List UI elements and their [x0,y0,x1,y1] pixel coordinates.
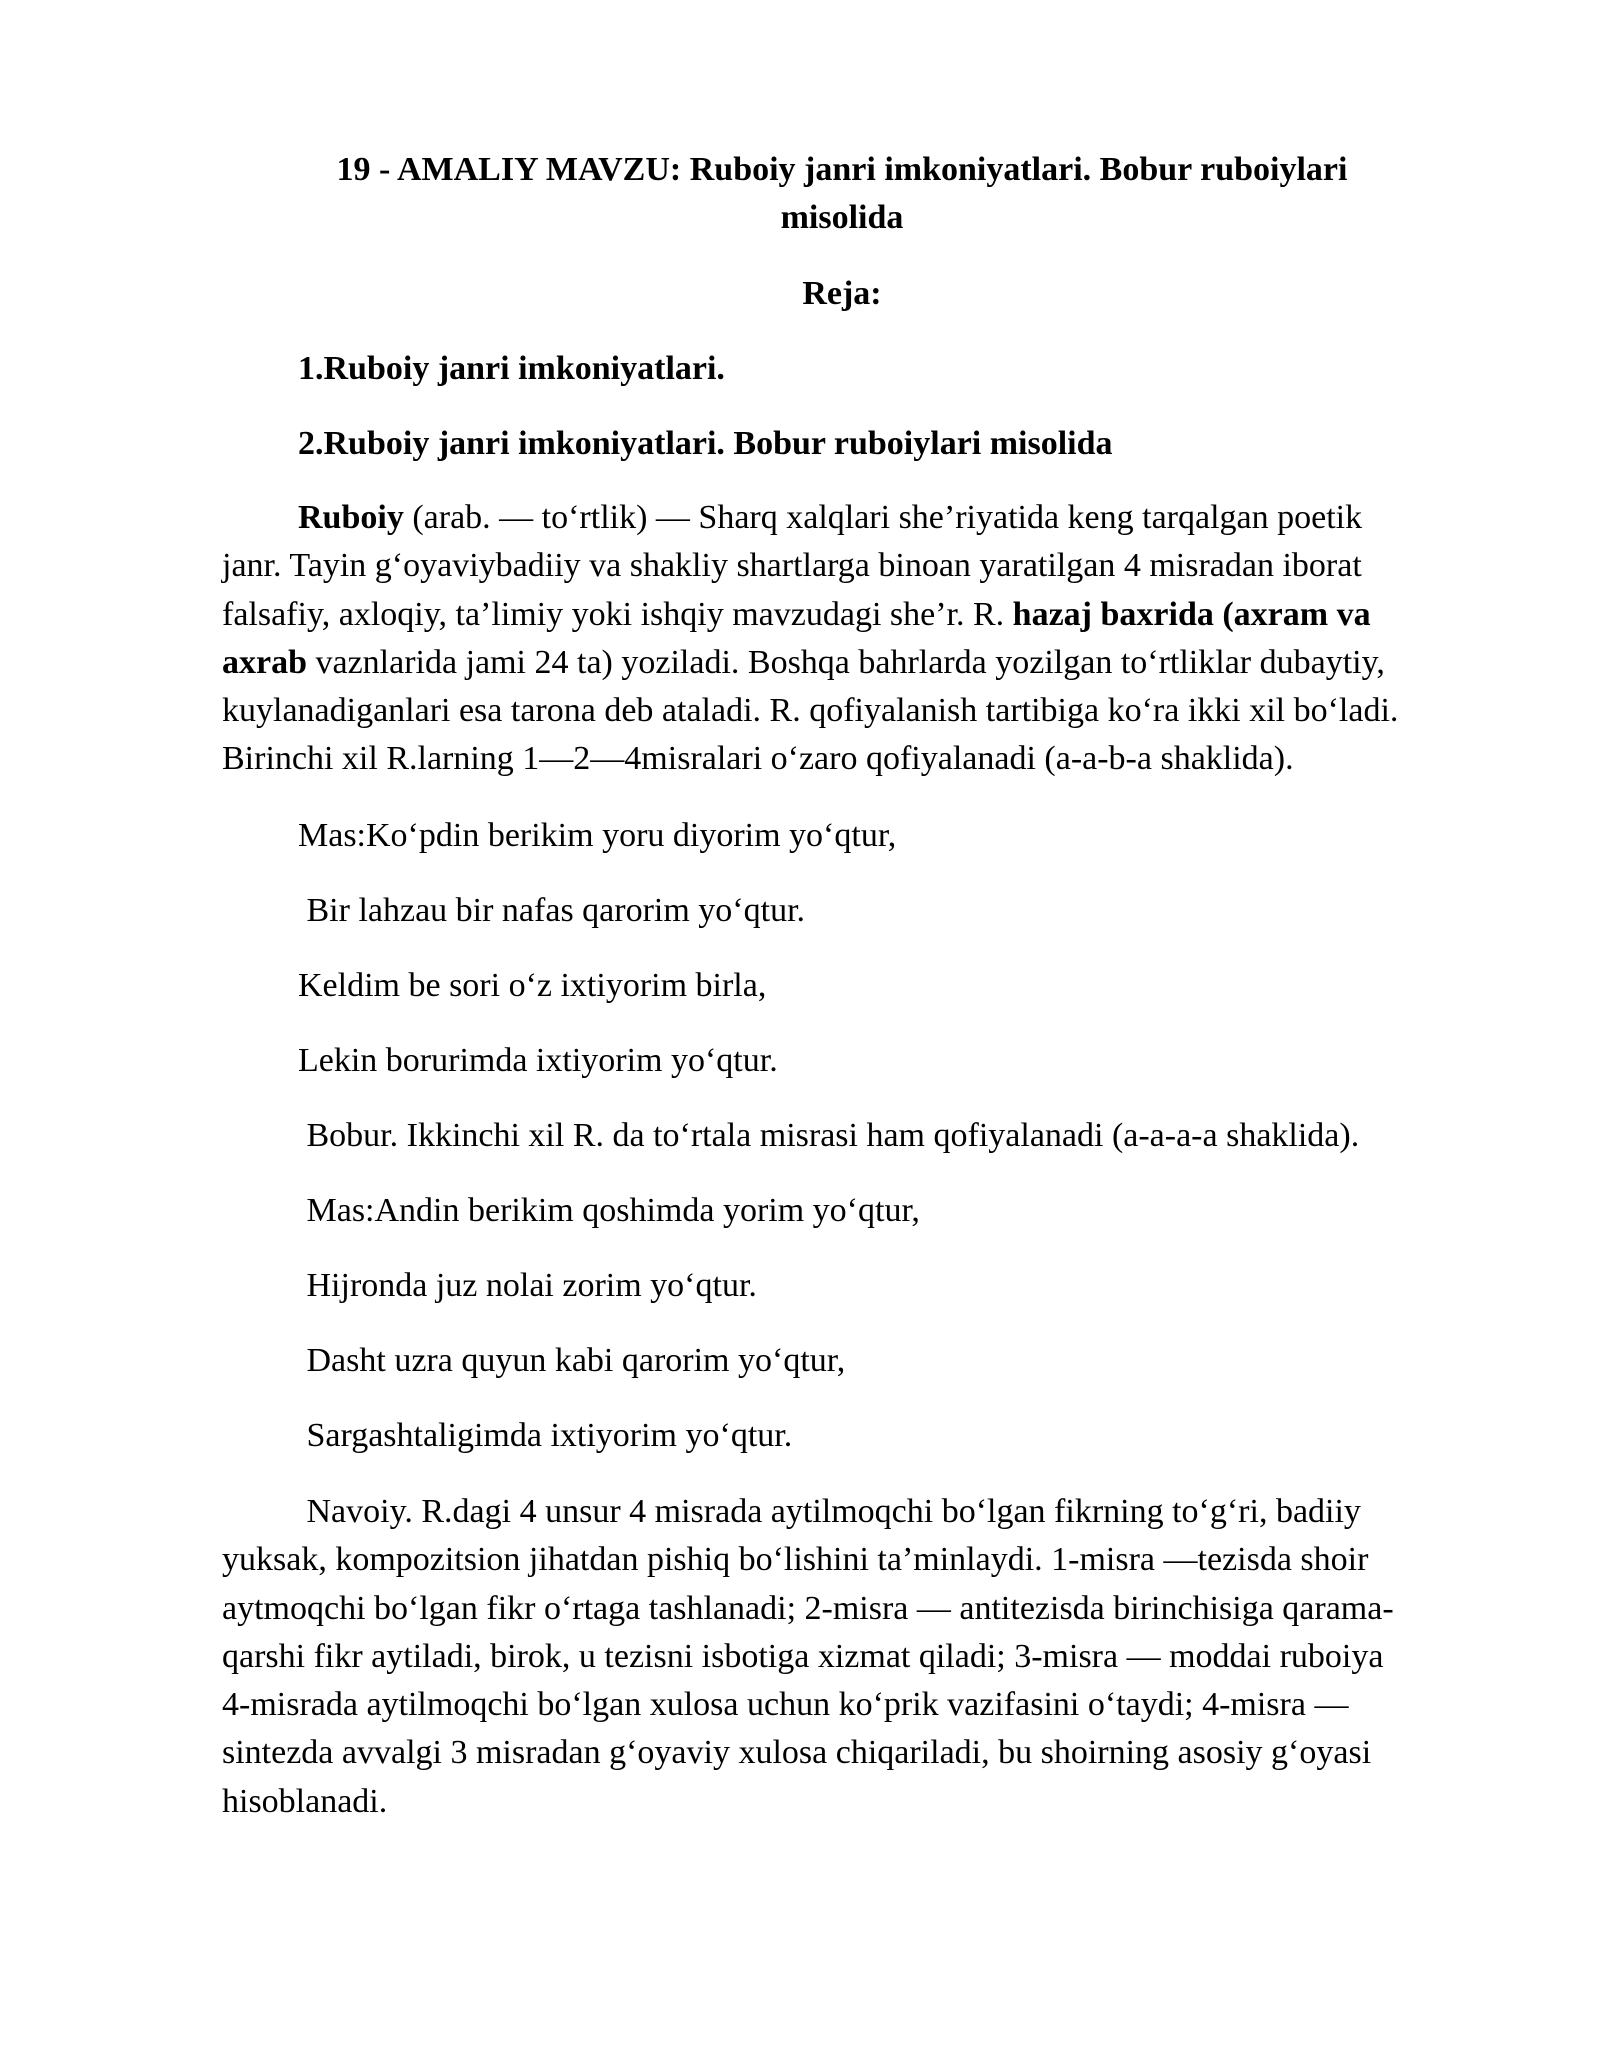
definition-line-2: janr. Tayin g‘oyaviybadiiy va shakliy shartlarga binoan yaratilgan 4 misradan iborat [222,547,1362,585]
structure-paragraph [222,1488,1482,1826]
example2-verse-4: Sargashtaligimda ixtiyorim yo‘qtur. [298,1417,793,1454]
definition-line-4: axrab vaznlarida jami 24 ta) yoziladi. Boshqa bahrlarda yozilgan to‘rtliklar dubaytiy, [222,643,1385,681]
title-line-1: 19 - AMALIY MAVZU: Ruboiy janri imkoniyatlari. Bobur ruboiylari [336,151,1348,188]
example1-verse-3: Keldim be sori o‘z ixtiyorim birla, [298,967,767,1004]
example1-verse-2: Bir lahzau bir nafas qarorim yo‘qtur. [298,892,806,929]
structure-line-5: 4-misrada aytilmoqchi bo‘lgan xulosa uchun ko‘prik vazifasini o‘taydi; 4-misra — [222,1686,1349,1724]
plan-item-1: 1.Ruboiy janri imkoniyatlari. [298,350,725,387]
plan-item-2: 2.Ruboiy janri imkoniyatlari. Bobur ruboiylari misolida [298,425,1113,462]
example1-verse-4: Lekin borurimda ixtiyorim yo‘qtur. [298,1042,778,1079]
structure-line-1: Navoiy. R.dagi 4 unsur 4 misrada aytilmoqchi bo‘lgan fikrning to‘g‘ri, badiiy [298,1493,1361,1530]
plan-heading: Reja: [802,275,882,312]
structure-line-6: sintezda avvalgi 3 misradan g‘oyaviy xulosa chiqariladi, bu shoirning asosiy g‘oyasi [222,1734,1372,1772]
definition-term: Ruboiy [298,499,404,536]
definition-line-5: kuylanadiganlari esa tarona deb ataladi. R. qofiyalanish tartibiga ko‘ra ikki xil bo‘ladi. [222,692,1399,730]
structure-line-4: qarshi fikr aytiladi, birok, u tezisni isbotiga xizmat qiladi; 3-misra — moddai ruboiya [222,1637,1384,1675]
attribution-bobur: Bobur. Ikkinchi xil R. da to‘rtala misrasi ham qofiyalanadi (a-a-a-a shaklida). [298,1117,1360,1154]
structure-line-2: yuksak, kompozitsion jihatdan pishiq bo‘lishini ta’minlaydi. 1-misra —tezisda shoir [222,1541,1369,1579]
example2-verse-1: Mas:Andin berikim qoshimda yorim yo‘qtur, [298,1192,920,1229]
definition-line-3: falsafiy, axloqiy, ta’limiy yoki ishqiy mavzudagi she’r. R. hazaj baxrida (axram va [222,595,1371,633]
definition-line-6: Birinchi xil R.larning 1—2—4misralari o‘zaro qofiyalanadi (a-a-b-a shaklida). [222,740,1294,778]
page-title [222,146,1462,242]
definition-paragraph [222,494,1482,784]
definition-line-1: Ruboiy (arab. — to‘rtlik) — Sharq xalqlari she’riyatida keng tarqalgan poetik [298,499,1363,536]
example2-verse-3: Dasht uzra quyun kabi qarorim yo‘qtur, [298,1342,846,1379]
example1-verse-1: Mas:Ko‘pdin berikim yoru diyorim yo‘qtur, [298,817,897,854]
title-line-2: misolida [780,199,904,236]
example2-verse-2: Hijronda juz nolai zorim yo‘qtur. [298,1267,757,1304]
structure-line-3: aytmoqchi bo‘lgan fikr o‘rtaga tashlanadi; 2-misra — antitezisda birinchisiga qarama- [222,1589,1394,1627]
structure-line-7: hisoblanadi. [222,1782,388,1820]
